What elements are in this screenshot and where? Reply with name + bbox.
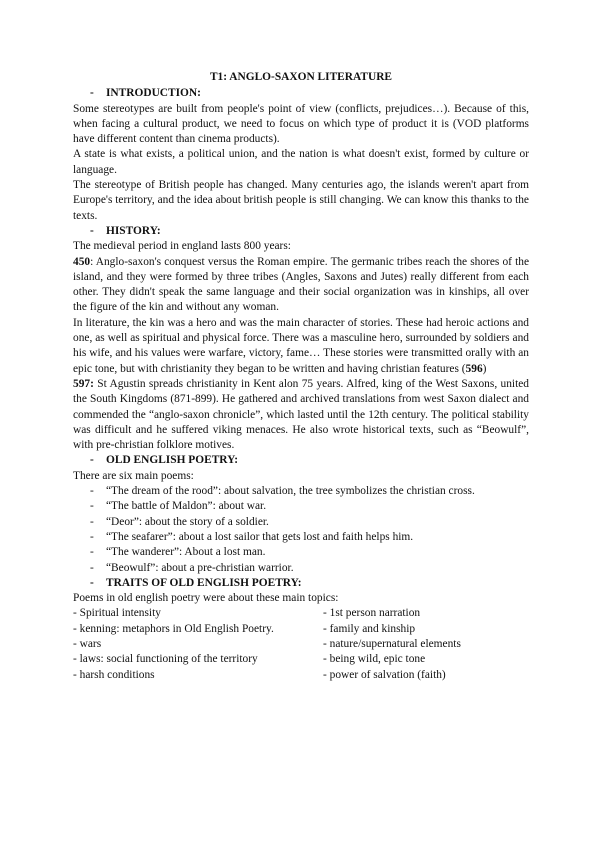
trait-right: - power of salvation (faith): [323, 668, 446, 681]
bullet-dash: -: [90, 485, 94, 498]
page-title: T1: ANGLO-SAXON LITERATURE: [209, 71, 393, 83]
history-597-text: St Agustin spreads christianity in Kent alon 75 years. Alfred, king of the West Saxons, united the South Kingdoms (871-899). He gathered and archived translations from west Saxon dialect and commended the “anglo-saxon chronicle”, which lasted until the 12th century. The political stability was difficult and he suffered viking menaces. He also wrote historical texts, such as “Beowulf”, with pre-christian folklore motives.: [73, 377, 529, 452]
literature-text: In literature, the kin was a hero and was the main character of stories. These had heroic actions and one, as well as spiritual and physical force. There was a masculine hero, surrounded by soldiers and his wife, and his values were warfare, victory, fame… These stories were transmitted orally with an epic tone, but with christianity they began to be written and having christian features (: [73, 316, 529, 375]
bullet-dash: -: [90, 515, 94, 528]
history-paragraph-450: [73, 255, 529, 316]
year-597: 597:: [73, 377, 94, 390]
bullet-dash: -: [90, 224, 94, 237]
traits-columns: [73, 606, 529, 682]
bullet-dash: -: [90, 530, 94, 543]
introduction-heading: [73, 86, 529, 101]
poems-list: [73, 484, 529, 576]
trait-right: - nature/supernatural elements: [323, 637, 461, 650]
introduction-heading-text: INTRODUCTION:: [106, 87, 201, 100]
bullet-dash: -: [90, 546, 94, 559]
trait-right: - being wild, epic tone: [323, 653, 426, 666]
poem-item-text: “The dream of the rood”: about salvation, the tree symbolizes the christian cross.: [106, 485, 475, 498]
year-596: 596: [465, 362, 483, 375]
poetry-intro: There are six main poems:: [73, 469, 194, 482]
trait-left: - harsh conditions: [73, 668, 155, 681]
poem-item-text: “The wanderer”: About a lost man.: [106, 546, 266, 559]
history-paragraph-literature: [73, 316, 529, 377]
year-450: 450: [73, 255, 91, 268]
trait-left: - laws: social functioning of the territory: [73, 653, 258, 666]
poetry-heading-text: OLD ENGLISH POETRY:: [106, 454, 239, 467]
bullet-dash: -: [90, 87, 94, 100]
trait-left: - wars: [73, 637, 102, 650]
history-heading: [73, 224, 529, 239]
list-item: [73, 530, 529, 545]
poetry-heading: [73, 453, 529, 468]
history-heading-text: HISTORY:: [106, 224, 161, 237]
trait-left: - kenning: metaphors in Old English Poetry.: [73, 622, 274, 635]
list-item: [73, 515, 529, 530]
poem-item-text: “Beowulf”: about a pre-christian warrior.: [106, 561, 294, 574]
history-paragraph-597: [73, 377, 529, 453]
trait-left: - Spiritual intensity: [73, 607, 161, 620]
list-item: [73, 499, 529, 514]
poem-item-text: “The seafarer”: about a lost sailor that gets lost and faith helps him.: [106, 530, 414, 543]
traits-heading: [73, 576, 529, 591]
intro-paragraph-3: The stereotype of British people has changed. Many centuries ago, the islands weren't apart from Europe's territory, and the idea about british people is still changing. We can know this thanks to the texts.: [73, 179, 529, 222]
bullet-dash: -: [90, 561, 94, 574]
history-450-text: : Anglo-saxon's conquest versus the Roman empire. The germanic tribes reach the shores of the island, and they were formed by three tribes (Angles, Saxons and Jutes) really different from each other. They didn't speak the same language and their social organization was in kinships, all over the figure of the kin and without any woman.: [73, 255, 529, 314]
list-item: [73, 545, 529, 560]
history-intro: The medieval period in england lasts 800 years:: [73, 240, 291, 253]
trait-right: - family and kinship: [323, 622, 416, 635]
list-item: [73, 484, 529, 499]
poem-item-text: “Deor”: about the story of a soldier.: [106, 515, 269, 528]
list-item: [73, 561, 529, 576]
literature-text-end: ): [482, 362, 487, 375]
bullet-dash: -: [90, 500, 94, 513]
intro-paragraph-2: A state is what exists, a political union, and the nation is what doesn't exist, formed by culture or language.: [73, 148, 529, 176]
intro-paragraph-1: Some stereotypes are built from people's point of view (conflicts, prejudices…). Because of this, when facing a cultural product, we need to focus on which type of product it is (VOD platforms have different content than cinema products).: [73, 102, 529, 146]
bullet-dash: -: [90, 576, 94, 589]
document-page: [73, 70, 529, 683]
traits-heading-text: TRAITS OF OLD ENGLISH POETRY:: [106, 576, 302, 589]
bullet-dash: -: [90, 454, 94, 467]
poem-item-text: “The battle of Maldon”: about war.: [106, 500, 267, 513]
traits-intro: Poems in old english poetry were about these main topics:: [73, 592, 339, 605]
trait-right: - 1st person narration: [323, 607, 421, 620]
